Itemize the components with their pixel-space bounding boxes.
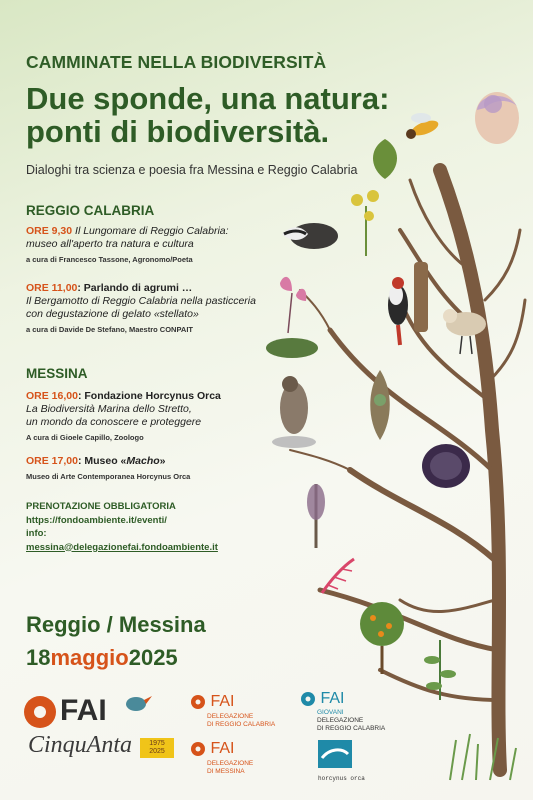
lichen-illustration [365, 370, 395, 440]
human-head-illustration [465, 86, 527, 156]
badger-illustration [278, 212, 340, 256]
event-1-time: ORE 9,30 [26, 225, 73, 237]
place: Reggio / Messina [26, 612, 206, 637]
overline-title: CAMMINATE NELLA BIODIVERSITÀ [26, 52, 327, 72]
event-3-time: ORE 16,00 [26, 390, 78, 402]
event-4-title-end: » [159, 455, 166, 467]
section-messina-heading: MESSINA [26, 366, 88, 381]
date-day: 18 [26, 645, 51, 670]
event-3-title3: un mondo da conoscere e proteggere [26, 416, 202, 428]
event-1-title: Il Lungomare di Reggio Calabria: [72, 225, 229, 237]
fai-cinquanta-logo [22, 690, 172, 770]
event-2-time: ORE 11,00 [26, 282, 78, 294]
fai-giovani-logo [300, 690, 385, 733]
event-4-title-em: Macho [126, 455, 160, 467]
fai-flower-icon [190, 741, 206, 757]
bark-illustration [410, 262, 432, 332]
event-3-by: A cura di Gioele Capillo, Zoologo [26, 433, 144, 442]
sea-fan-illustration [318, 555, 358, 597]
cyclamen-illustration [262, 273, 322, 363]
fai-reggio-logo [190, 693, 275, 729]
fai-cinquanta-label: CinquAnta [28, 732, 133, 758]
bird-icon [122, 690, 152, 714]
event-3-title2: La Biodiversità Marina dello Stretto, [26, 403, 192, 415]
booking-info-label: info: [26, 528, 47, 539]
booking-url[interactable]: https://fondoambiente.it/eventi/ [26, 514, 167, 526]
horcynus-label: horcynus orca [318, 775, 365, 782]
fai-reggio-brand: FAI [210, 693, 235, 710]
main-title-line1: Due sponde, una natura: [26, 81, 390, 116]
fai-messina-line1: DELEGAZIONE [207, 760, 254, 768]
event-4-time: ORE 17,00 [26, 455, 78, 467]
grass-illustration [440, 730, 530, 780]
event-2-by: a cura di Davide De Stefano, Maestro CONPAIT [26, 325, 193, 334]
event-2-title2: Il Bergamotto di Reggio Calabria nella pasticceria [26, 295, 256, 307]
fennel-illustration [343, 186, 389, 256]
date-month: maggio [50, 645, 129, 670]
fai-flower-icon [22, 694, 58, 730]
oak-leaf-illustration [360, 134, 410, 184]
fai-reggio-line1: DELEGAZIONE [207, 713, 254, 721]
herb-plant-illustration [420, 630, 460, 700]
event-3-title: : Fondazione Horcynus Orca [77, 390, 221, 402]
fai-main-label: FAI [60, 694, 107, 727]
subtitle: Dialoghi tra scienza e poesia fra Messina e Reggio Calabria [26, 163, 358, 177]
event-4-title: : Museo « [77, 455, 127, 467]
sea-urchin-illustration [418, 440, 474, 492]
event-2-title3: con degustazione di gelato «stellato» [26, 308, 199, 320]
fai-giovani-line1: DELEGAZIONE [317, 717, 364, 725]
fai-messina-logo [190, 740, 253, 776]
date-year: 2025 [128, 645, 178, 670]
fai-flower-icon [300, 691, 316, 707]
horcynus-wave-icon [318, 740, 352, 768]
fai-reggio-line2: DI REGGIO CALABRIA [207, 721, 276, 729]
fai-giovani-line0: GIOVANI [317, 709, 344, 717]
fai-messina-brand: FAI [210, 740, 235, 757]
orange-tree-illustration [355, 598, 410, 676]
main-title-line2: ponti di biodiversità. [26, 114, 330, 149]
fai-giovani-brand: FAI [320, 690, 345, 707]
horcynus-orca-logo [318, 740, 365, 782]
fai-flower-icon [190, 694, 206, 710]
event-1-title2: museo all'aperto tra natura e cultura [26, 238, 194, 250]
orobanche-illustration [301, 480, 331, 548]
fai-messina-line2: DI MESSINA [207, 768, 245, 776]
falcon-illustration [268, 372, 320, 452]
event-1-by: a cura di Francesco Tassone, Agronomo/Poeta [26, 255, 193, 264]
event-2-title: : Parlando di agrumi … [77, 282, 193, 294]
booking-heading: PRENOTAZIONE OBBLIGATORIA [26, 501, 176, 512]
fai-giovani-line2: DI REGGIO CALABRIA [317, 725, 386, 733]
fai-years-badge: 1975 2025 [140, 738, 174, 758]
booking-email[interactable]: messina@delegazionefai.fondoambiente.it [26, 541, 218, 553]
event-4-by: Museo di Arte Contemporanea Horcynus Orca [26, 472, 191, 481]
section-reggio-heading: REGGIO CALABRIA [26, 203, 155, 218]
plover-illustration [438, 298, 498, 360]
